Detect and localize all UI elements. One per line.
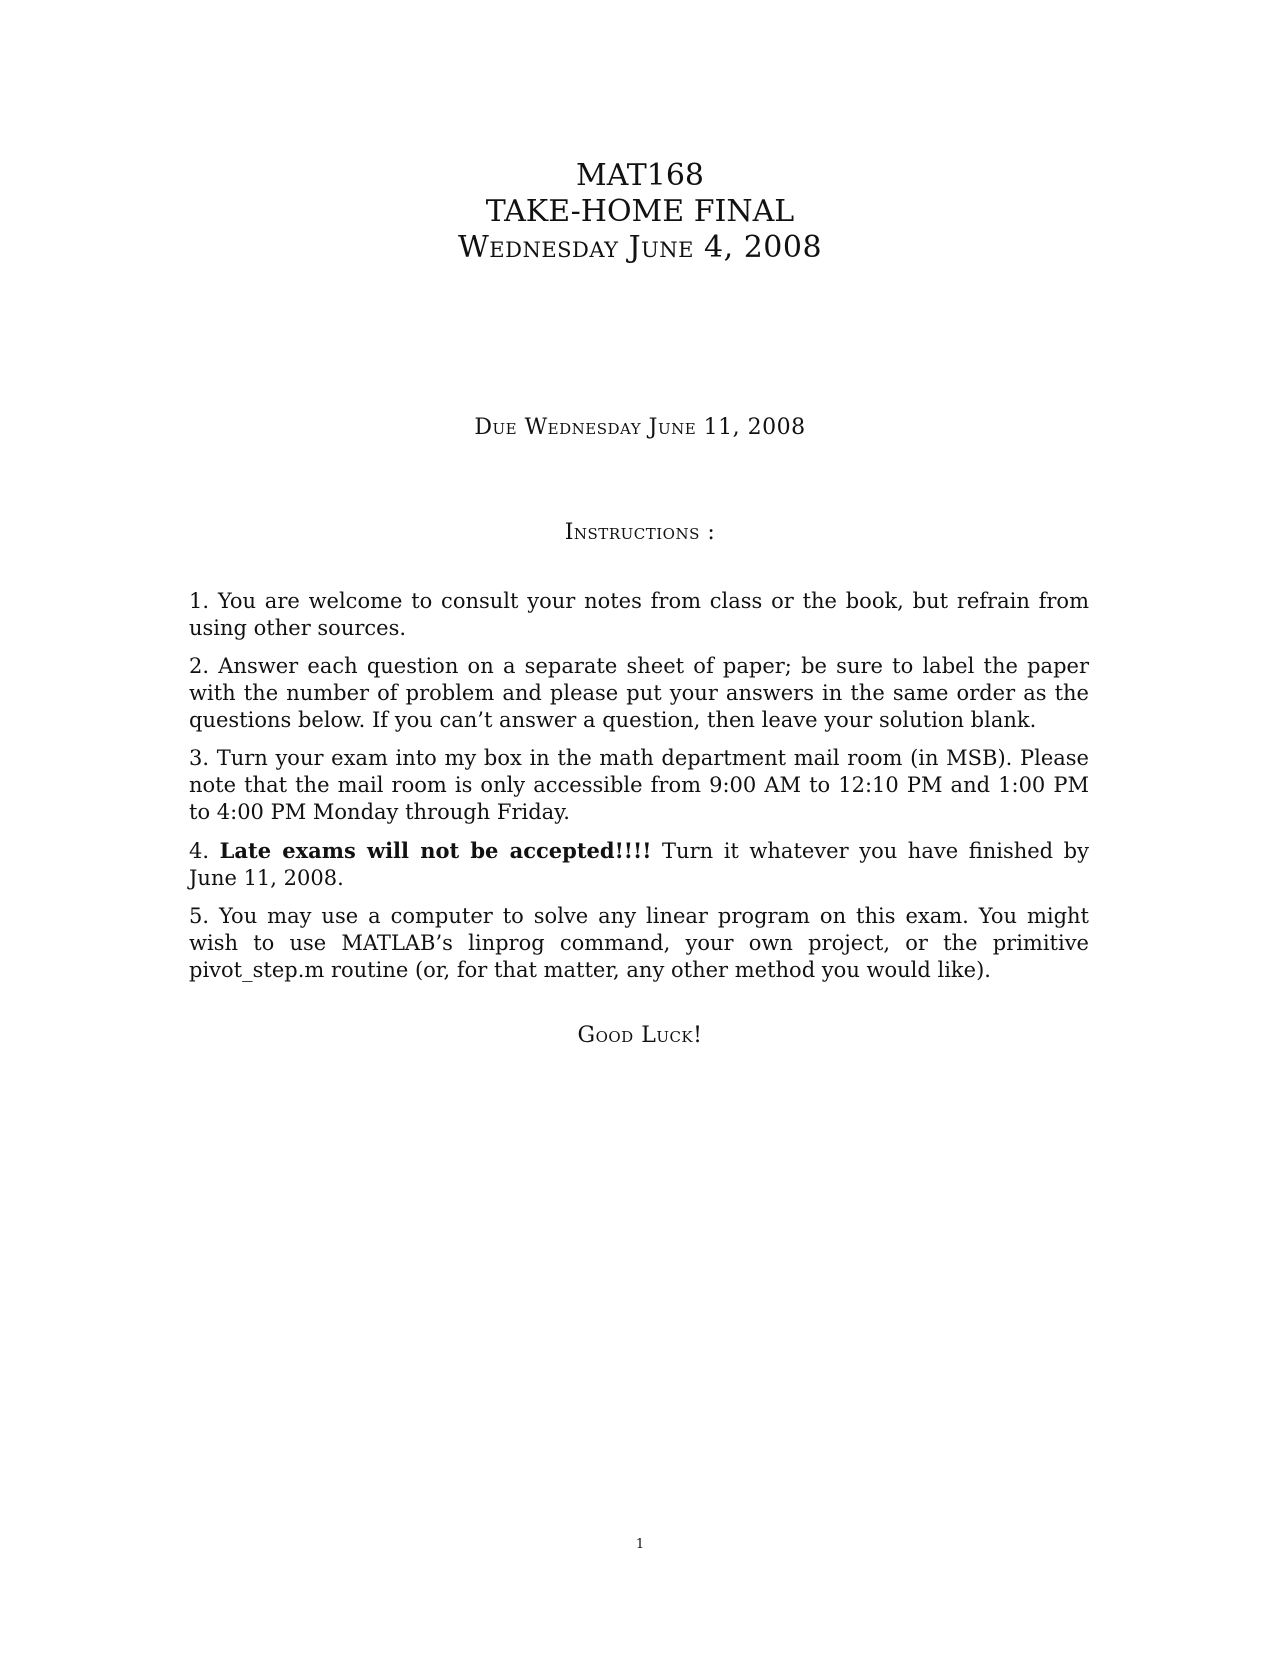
- title-block: [0, 158, 1280, 266]
- instruction-item-2: [189, 653, 1089, 734]
- instruction-text: You may use a computer to solve any linear program on this exam. You might wish to use MATLAB’s linprog command, your own project, or the primitive pivot_step.m routine (or, for that matter, any other method you would like).: [189, 904, 1089, 982]
- instruction-text: You are welcome to consult your notes from class or the book, but refrain from using other sources.: [189, 589, 1089, 640]
- instructions-list: [189, 588, 1089, 995]
- exam-date: Wednesday June 4, 2008: [457, 230, 823, 265]
- instruction-number: 2.: [189, 654, 210, 678]
- instruction-item-5: [189, 903, 1089, 984]
- instruction-number: 5.: [189, 904, 210, 928]
- instruction-text: Turn it whatever you have finished by June 11, 2008.: [189, 839, 1089, 890]
- course-title: MAT168: [575, 158, 704, 193]
- instruction-item-1: [189, 588, 1089, 642]
- due-date: Due Wednesday June 11, 2008: [474, 415, 806, 440]
- instructions-heading: Instructions :: [564, 520, 716, 545]
- exam-title: TAKE-HOME FINAL: [485, 194, 795, 229]
- instruction-item-4: [189, 837, 1089, 892]
- instruction-text: Answer each question on a separate sheet of paper; be sure to label the paper with the number of problem and please put your answers in the same order as the questions below. If you can’t answer a question, then leave your solution blank.: [189, 654, 1089, 732]
- page-number: 1: [635, 1537, 645, 1552]
- instruction-item-3: [189, 745, 1089, 826]
- instruction-number: 3.: [189, 746, 210, 770]
- closing-message: Good Luck!: [577, 1023, 703, 1048]
- instruction-number: 1.: [189, 589, 210, 613]
- instruction-text: Turn your exam into my box in the math department mail room (in MSB). Please note that the mail room is only accessible from 9:00 AM to 12:10 PM and 1:00 PM to 4:00 PM Monday through Friday.: [189, 746, 1089, 824]
- late-warning: Late exams will not be accepted!!!!: [219, 838, 652, 863]
- instruction-number: 4.: [189, 839, 210, 863]
